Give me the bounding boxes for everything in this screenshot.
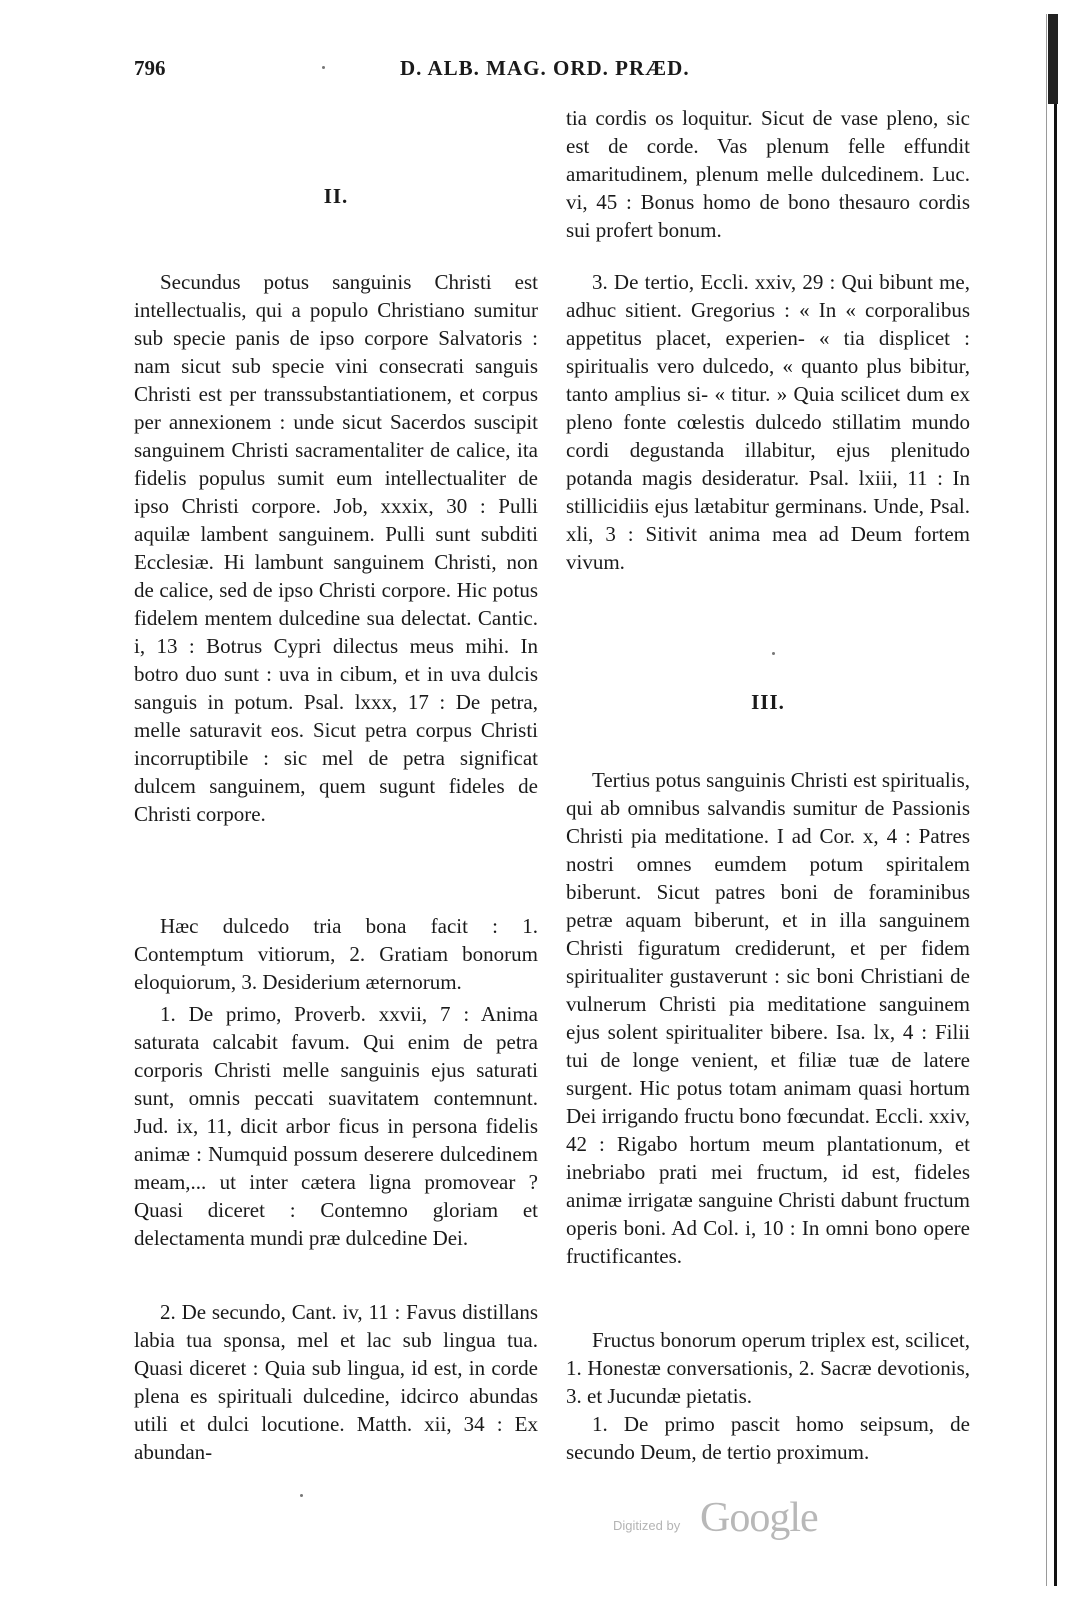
- paragraph: 1. De primo, Proverb. xxvii, 7 : Anima saturata calcabit favum. Qui enim de petra corporis Christi melle sanguinis ejus saturati sunt, omnis peccati suavitatem contemnunt. Jud. ix, 11, dicit arbor ficus in persona fidelis animæ : Numquid possum deserere dulcedinem meam,... ut inter cætera ligna promovear ? Quasi diceret : Contemno gloriam et delectamenta mundi præ dulcedine Dei.: [134, 1002, 538, 1250]
- running-head: D. ALB. MAG. ORD. PRÆD.: [400, 56, 690, 80]
- google-logo: Google: [700, 1495, 818, 1541]
- paragraph: Tertius potus sanguinis Christi est spiritualis, qui ab omnibus salvandis sumitur de Passionis Christi pia meditatione. I ad Cor. x, 4 : Patres nostri omnes eumdem potum spiritalem biberunt. Sicut patres boni de foraminibus petræ aquam biberunt, et in illa sanguinem Christi figuratum crediderunt, et per fidem spiritualiter gustaverunt : sic boni Christiani de vulnerum Christi pia meditatione sanguinem ejus solent spiritualiter bibere. Isa. lx, 4 : Filii tui de longe venient, et filiæ tuæ de latere surgent. Hic potus totam animam quasi hortum Dei irrigando fructu bono fœcundat. Eccli. xxiv, 42 : Rigabo hortum meum plantationum, et inebriabo prati mei fructum, id est, fideles animæ irrigatæ sanguine Christi dabunt fructum operis boni. Ad Col. i, 10 : In omni bono opere fructificantes.: [566, 768, 970, 1268]
- paragraph: 2. De secundo, Cant. iv, 11 : Favus distillans labia tua sponsa, mel et lac sub lingua tua. Quasi diceret : Quia sub lingua, id est, in corde plena es spirituali dulcedine, idcirco abundas utili et dulci locutione. Matth. xii, 34 : Ex abundan-: [134, 1300, 538, 1464]
- page-edge-shadow: [1046, 14, 1047, 1586]
- section-heading-iii: III.: [751, 690, 785, 714]
- paragraph: 3. De tertio, Eccli. xxiv, 29 : Qui bibunt me, adhuc sitient. Gregorius : « In « corporalibus appetitus placet, experien- « tia displicet : spiritualis vero dulcedo, « quanto plus bibitur, tanto amplius si- « titur. » Quia scilicet dum ex pleno fonte cœlestis dulcedo stillatim mundo cordi degustanda illabitur, ejus plenitudo potanda magis desideratur. Psal. lxiii, 11 : In stillicidiis ejus lætabitur germinans. Unde, Psal. xli, 3 : Sitivit anima mea ad Deum fortem vivum.: [566, 270, 970, 574]
- section-heading-ii: II.: [323, 184, 349, 208]
- page-number: 796: [134, 56, 166, 80]
- speck: [300, 1494, 303, 1497]
- paragraph: 1. De primo pascit homo seipsum, de secundo Deum, de tertio proximum.: [566, 1412, 970, 1464]
- paragraph: Hæc dulcedo tria bona facit : 1. Contemptum vitiorum, 2. Gratiam bonorum eloquiorum, 3. Desiderium æternorum.: [134, 914, 538, 994]
- page-edge-dark: [1048, 14, 1058, 104]
- speck: [322, 66, 325, 69]
- paragraph: Fructus bonorum operum triplex est, scilicet, 1. Honestæ conversationis, 2. Sacræ devotionis, 3. et Jucundæ pietatis.: [566, 1328, 970, 1408]
- paragraph: tia cordis os loquitur. Sicut de vase pleno, sic est de corde. Vas plenum felle effundit amaritudinem, plenum melle dulcedinem. Luc. vi, 45 : Bonus homo de bono thesauro cordis sui profert bonum.: [566, 106, 970, 242]
- page-edge: [1054, 14, 1057, 1586]
- digitized-by-label: Digitized by: [613, 1518, 681, 1533]
- paragraph: Secundus potus sanguinis Christi est intellectualis, qui a populo Christiano sumitur sub specie panis de ipso corpore Salvatoris : nam sicut sub specie vini consecrati sanguis Christi est per transsubstantiationem, et corpus per annexionem : unde sicut Sacerdos suscipit sanguinem Christi sacramentaliter de calice, ita fidelis populus sumit eum intellectualiter de ipso Christi corpore. Job, xxxix, 30 : Pulli aquilæ lambent sanguinem. Pulli sunt subditi Ecclesiæ. Hi lambunt sanguinem Christi, non de calice, sed de ipso Christi corpore. Hic potus fidelem mentem dulcedine sua delectat. Cantic. i, 13 : Botrus Cypri dilectus meus mihi. In botro duo sunt : uva in cibum, et in uva dulcis sanguis in potum. Psal. lxxx, 17 : De petra, melle saturavit eos. Sicut petra corpus Christi incorruptibile : sic mel de petra significat dulcem sanguinem, quem sugunt fideles de Christi corpore.: [134, 270, 538, 826]
- speck: [772, 652, 775, 655]
